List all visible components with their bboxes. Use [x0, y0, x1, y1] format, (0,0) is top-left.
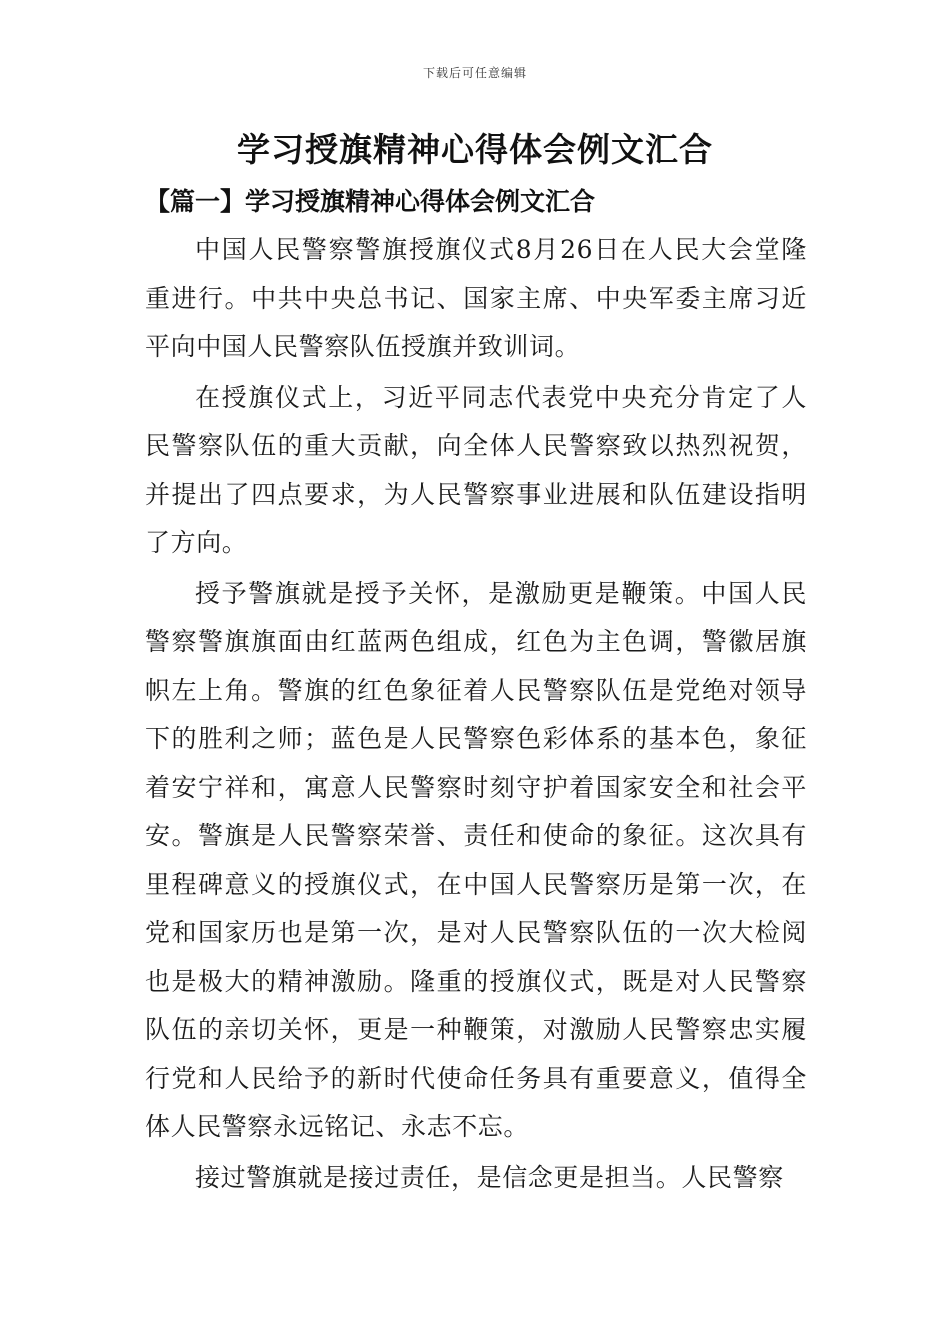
- paragraph: 中国人民警察警旗授旗仪式8月26日在人民大会堂隆重进行。中共中央总书记、国家主席、中央军委主席习近平向中国人民警察队伍授旗并致训词。: [145, 235, 807, 361]
- paragraph: 授予警旗就是授予关怀，是激励更是鞭策。中国人民警察警旗旗面由红蓝两色组成，红色为主色调，警徽居旗帜左上角。警旗的红色象征着人民警察队伍是党绝对领导下的胜利之师；蓝色是人民警察色彩体系的基本色，象征着安宁祥和，寓意人民警察时刻守护着国家安全和社会平安。警旗是人民警察荣誉、责任和使命的象征。这次具有里程碑意义的授旗仪式，在中国人民警察历是第一次，在党和国家历也是第一次，是对人民警察队伍的一次大检阅也是极大的精神激励。隆重的授旗仪式，既是对人民警察队伍的亲切关怀，更是一种鞭策，对激励人民警察忠实履行党和人民给予的新时代使命任务具有重要意义，值得全体人民警察永远铭记、永志不忘。: [145, 578, 807, 1141]
- document-title: 学习授旗精神心得体会例文汇合: [237, 130, 713, 169]
- paragraph: 接过警旗就是接过责任，是信念更是担当。人民警察: [195, 1162, 784, 1192]
- document-body: [145, 226, 807, 1204]
- section-heading: 【篇一】学习授旗精神心得体会例文汇合: [145, 187, 596, 216]
- paragraph: 在授旗仪式上，习近平同志代表党中央充分肯定了人民警察队伍的重大贡献，向全体人民警察致以热烈祝贺，并提出了四点要求，为人民警察事业进展和队伍建设指明了方向。: [145, 382, 807, 557]
- header-note: 下载后可任意编辑: [422, 66, 527, 80]
